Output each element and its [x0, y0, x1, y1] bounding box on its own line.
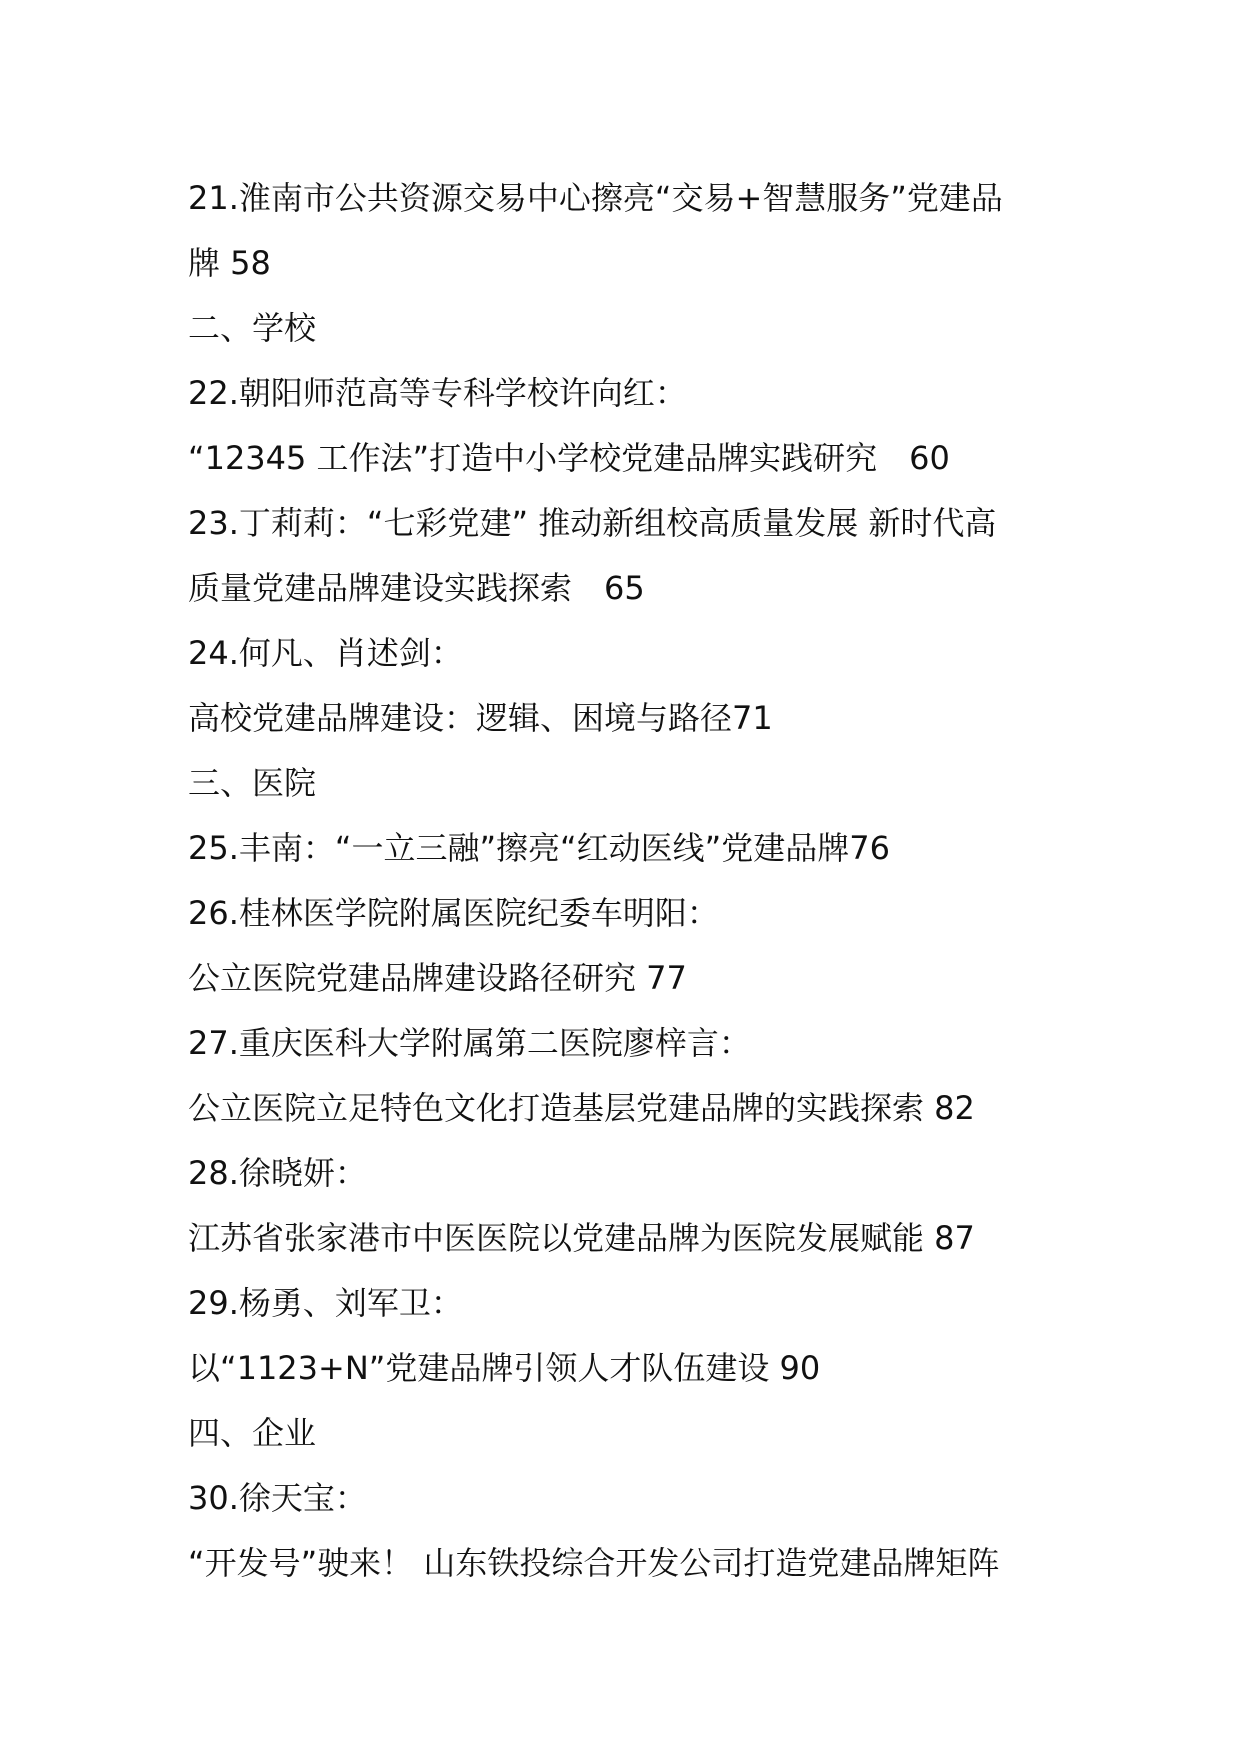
toc-entry-30: 30.徐天宝：	[188, 1479, 367, 1517]
table-of-contents	[188, 166, 1068, 1596]
toc-entry-21-page: 牌 58	[188, 244, 271, 282]
toc-entry-23-title: 质量党建品牌建设实践探索 65	[188, 569, 645, 607]
toc-entry-30-title: “开发号”驶来！ 山东铁投综合开发公司打造党建品牌矩阵	[188, 1544, 1000, 1582]
toc-entry-26: 26.桂林医学院附属医院纪委车明阳：	[188, 894, 719, 932]
toc-entry-27: 27.重庆医科大学附属第二医院廖梓言：	[188, 1024, 751, 1062]
section-heading-enterprises: 四、企业	[188, 1414, 317, 1452]
toc-entry-24-title: 高校党建品牌建设：逻辑、困境与路径71	[188, 699, 773, 737]
section-heading-schools: 二、学校	[188, 309, 317, 347]
toc-entry-29-title: 以“1123+N”党建品牌引领人才队伍建设 90	[188, 1349, 821, 1387]
toc-entry-23: 23.丁莉莉：“七彩党建” 推动新组校高质量发展 新时代高	[188, 504, 997, 542]
toc-entry-22: 22.朝阳师范高等专科学校许向红：	[188, 374, 687, 412]
toc-entry-24: 24.何凡、肖述剑：	[188, 634, 463, 672]
toc-entry-21: 21.淮南市公共资源交易中心擦亮“交易+智慧服务”党建品	[188, 179, 1003, 217]
toc-entry-26-title: 公立医院党建品牌建设路径研究 77	[188, 959, 687, 997]
toc-entry-28-title: 江苏省张家港市中医医院以党建品牌为医院发展赋能 87	[188, 1219, 975, 1257]
toc-entry-22-title: “12345 工作法”打造中小学校党建品牌实践研究 60	[188, 439, 950, 477]
toc-entry-29: 29.杨勇、刘军卫：	[188, 1284, 463, 1322]
toc-entry-27-title: 公立医院立足特色文化打造基层党建品牌的实践探索 82	[188, 1089, 975, 1127]
section-heading-hospitals: 三、医院	[188, 764, 317, 802]
toc-entry-25: 25.丰南：“一立三融”擦亮“红动医线”党建品牌76	[188, 829, 890, 867]
toc-entry-28: 28.徐晓妍：	[188, 1154, 367, 1192]
